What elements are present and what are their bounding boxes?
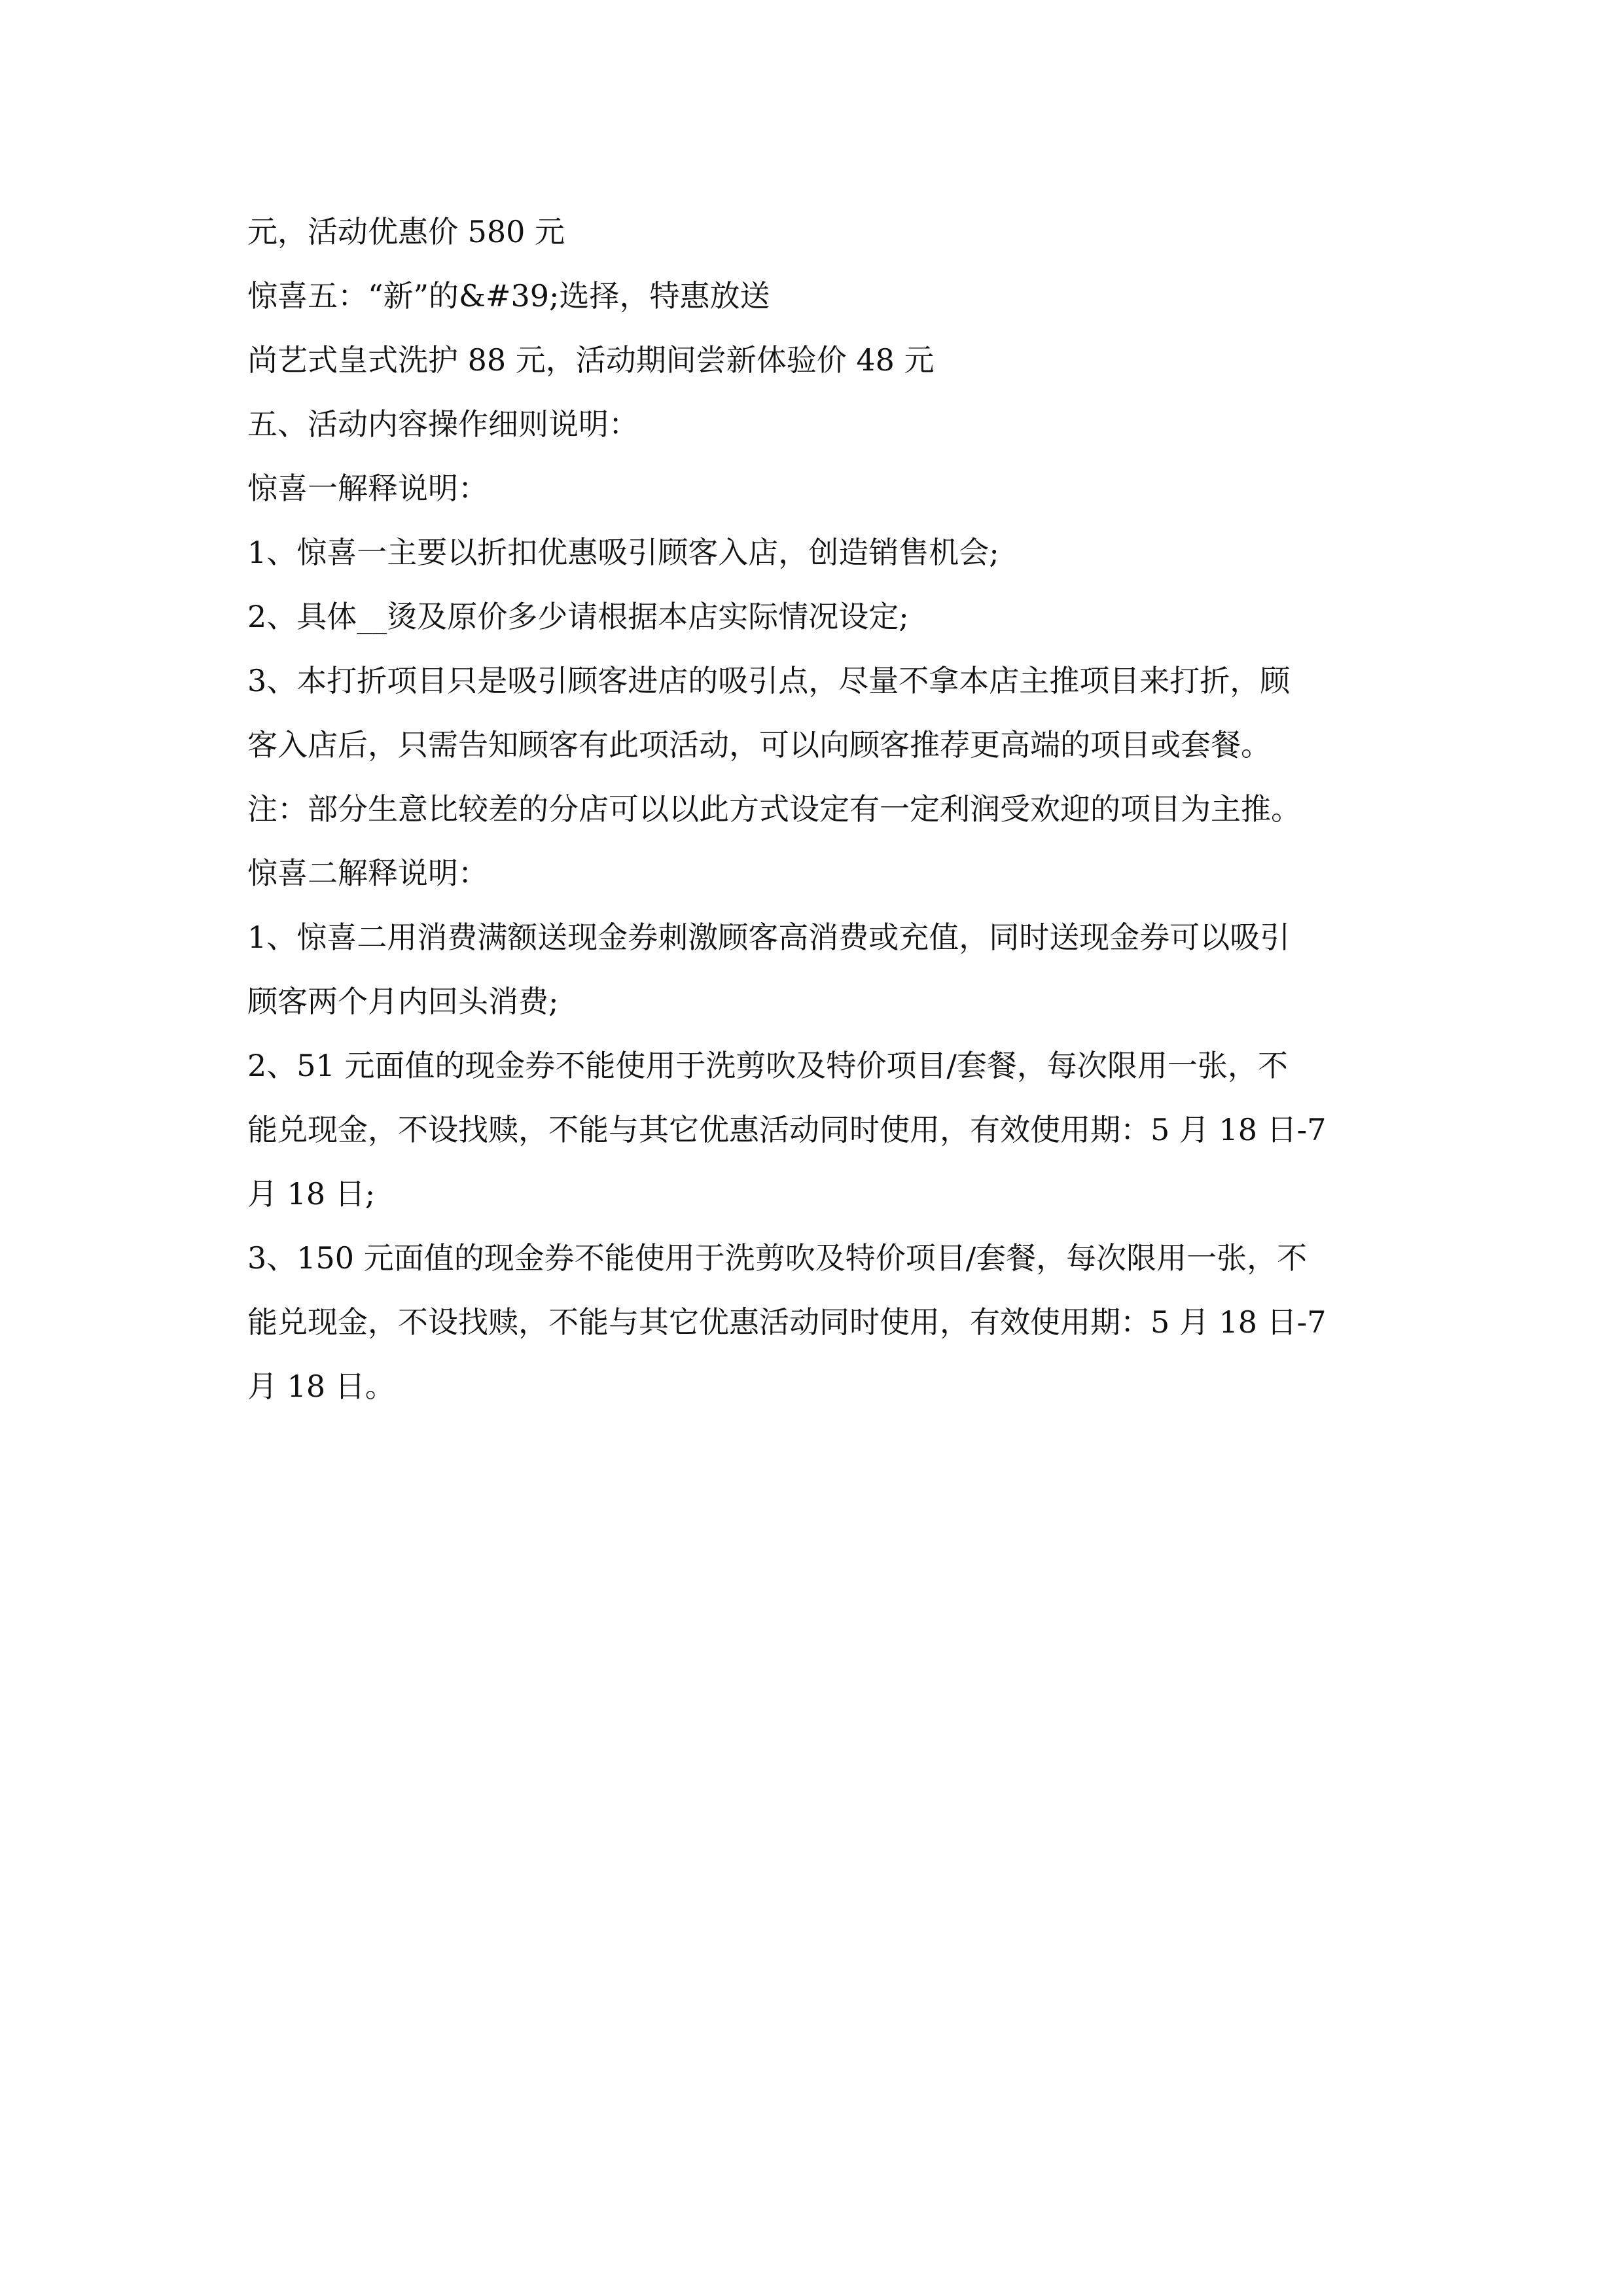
text-line: 客入店后，只需告知顾客有此项活动，可以向顾客推荐更高端的项目或套餐。 <box>247 727 1271 762</box>
subsection-heading: 惊喜二解释说明： <box>247 855 488 891</box>
text-line: 月 18 日。 <box>247 1369 395 1404</box>
text-line: 3、本打折项目只是吸引顾客进店的吸引点，尽量不拿本店主推项目来打折，顾 <box>247 663 1291 698</box>
text-line: 元，活动优惠价 580 元 <box>247 214 565 249</box>
text-line: 尚艺式皇式洗护 88 元，活动期间尝新体验价 48 元 <box>247 342 935 378</box>
text-line: 惊喜五：“新”的&#39;选择，特惠放送 <box>247 278 770 314</box>
text-line: 能兑现金，不设找赎，不能与其它优惠活动同时使用，有效使用期：5 月 18 日-7 <box>247 1112 1327 1147</box>
subsection-heading: 惊喜一解释说明： <box>247 471 488 506</box>
text-line: 2、具体__烫及原价多少请根据本店实际情况设定; <box>247 599 909 634</box>
text-line: 1、惊喜一主要以折扣优惠吸引顾客入店，创造销售机会; <box>247 535 999 570</box>
text-line: 3、150 元面值的现金券不能使用于洗剪吹及特价项目/套餐，每次限用一张，不 <box>247 1240 1308 1276</box>
text-line: 2、51 元面值的现金券不能使用于洗剪吹及特价项目/套餐，每次限用一张，不 <box>247 1048 1288 1083</box>
text-line: 月 18 日; <box>247 1176 376 1211</box>
note-line: 注：部分生意比较差的分店可以以此方式设定有一定利润受欢迎的项目为主推。 <box>247 791 1301 827</box>
text-line: 1、惊喜二用消费满额送现金券刺激顾客高消费或充值，同时送现金券可以吸引 <box>247 920 1291 955</box>
text-line: 能兑现金，不设找赎，不能与其它优惠活动同时使用，有效使用期：5 月 18 日-7 <box>247 1304 1327 1340</box>
document-body <box>247 200 1386 1418</box>
text-line: 顾客两个月内回头消费; <box>247 984 559 1019</box>
section-heading: 五、活动内容操作细则说明： <box>247 406 639 442</box>
